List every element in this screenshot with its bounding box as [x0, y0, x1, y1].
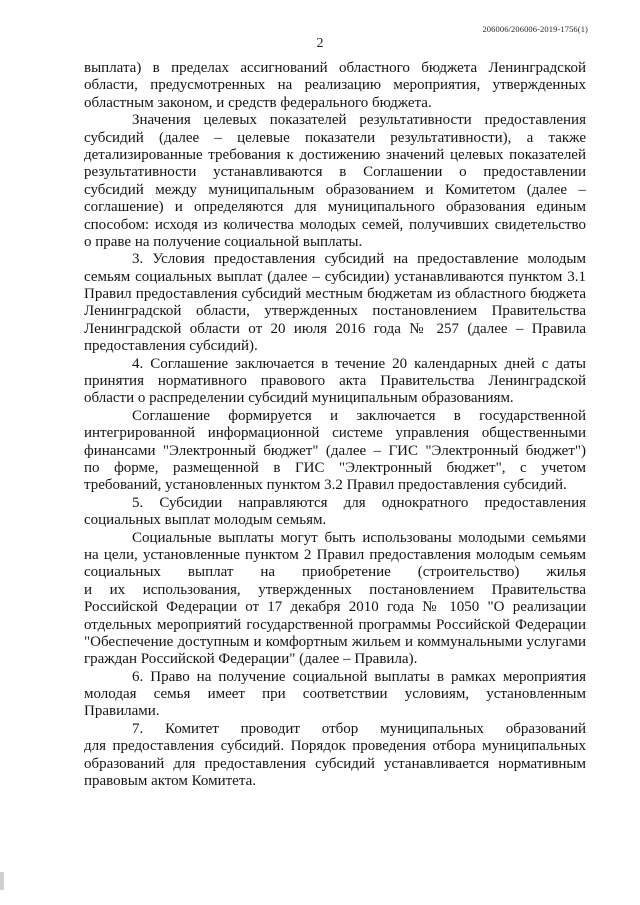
- text-line: социальных выплат молодым семьям.: [84, 512, 327, 529]
- text-line: Правил предоставления субсидий местным бюджетам из областного бюджета: [84, 286, 586, 303]
- text-line: граждан Российской Федерации" (далее – Правила).: [84, 651, 418, 668]
- text-line: для предоставления субсидий. Порядок проведения отбора муниципальных: [84, 738, 586, 755]
- text-line: областным законом, и средств федерального бюджета.: [84, 94, 432, 111]
- paragraph: [84, 721, 586, 791]
- text-line: и их использования, утвержденных постановлением Правительства: [84, 581, 586, 598]
- paragraph: [84, 669, 586, 721]
- text-line: Ленинградской области от 20 июля 2016 года № 257 (далее – Правила: [84, 320, 586, 337]
- text-line: 5. Субсидии направляются для однократного предоставления: [132, 494, 586, 511]
- text-line: принятия нормативного правового акта Правительства Ленинградской: [84, 373, 586, 390]
- text-line: результативности устанавливаются в Соглашении о предоставлении: [84, 164, 586, 181]
- text-line: Правилами.: [84, 703, 160, 720]
- text-line: на цели, установленные пунктом 2 Правил предоставления молодым семьям: [84, 546, 586, 563]
- text-line: отдельных мероприятий государственной программы Российской Федерации: [84, 616, 586, 633]
- text-line: 7. Комитет проводит отбор муниципальных образований: [132, 720, 586, 737]
- paragraph: [84, 60, 586, 112]
- page-number: 2: [316, 36, 324, 51]
- paragraph: [84, 112, 586, 251]
- paragraph: [84, 495, 586, 530]
- text-line: Российской Федерации от 17 декабря 2010 года № 1050 "О реализации: [84, 599, 586, 616]
- text-line: о праве на получение социальной выплаты.: [84, 233, 363, 250]
- text-line: Соглашение формируется и заключается в государственной: [132, 407, 586, 424]
- text-line: по форме, размещенной в ГИС "Электронный бюджет", с учетом: [84, 459, 586, 476]
- paragraph: [84, 408, 586, 495]
- text-line: "Обеспечение доступным и комфортным жильем и коммунальными услугами: [84, 633, 586, 650]
- text-line: Ленинградской области, утвержденных постановлением Правительства: [84, 303, 586, 320]
- text-line: 4. Соглашение заключается в течение 20 календарных дней с даты: [132, 355, 586, 372]
- text-line: 3. Условия предоставления субсидий на предоставление молодым: [132, 251, 586, 268]
- text-line: требований, установленных пунктом 3.2 Правил предоставления субсидий.: [84, 477, 567, 494]
- paragraph: [84, 530, 586, 669]
- text-line: соглашение) и определяются для муниципального образования единым: [84, 199, 586, 216]
- text-line: финансами "Электронный бюджет" (далее – ГИС "Электронный бюджет"): [84, 442, 586, 459]
- paragraph: [84, 356, 586, 408]
- text-line: 6. Право на получение социальной выплаты в рамках мероприятия: [132, 668, 586, 685]
- paragraph: [84, 251, 586, 355]
- text-line: выплата) в пределах ассигнований областного бюджета Ленинградской: [84, 60, 586, 76]
- text-line: интегрированной информационной системе управления общественными: [84, 425, 586, 442]
- document-body: [84, 60, 586, 790]
- text-line: Социальные выплаты могут быть использованы молодыми семьями: [132, 529, 586, 546]
- text-line: социальных выплат на приобретение (строительство) жилья: [84, 564, 586, 581]
- text-line: субсидий (далее – целевые показатели результативности), а также: [84, 129, 586, 146]
- text-line: области о распределении субсидий муниципальным образованиям.: [84, 390, 514, 407]
- document-id: 206006/206006-2019-1756(1): [482, 24, 588, 34]
- text-line: молодая семья имеет при соответствии условиям, установленным: [84, 686, 586, 703]
- text-line: области, предусмотренных на реализацию мероприятия, утвержденных: [84, 77, 586, 94]
- text-line: семьям социальных выплат (далее – субсидии) устанавливаются пунктом 3.1: [84, 268, 586, 285]
- text-line: Значения целевых показателей результативности предоставления: [132, 112, 586, 129]
- text-line: предоставления субсидий).: [84, 338, 258, 355]
- text-line: правовым актом Комитета.: [84, 773, 256, 790]
- text-line: способом: исходя из количества молодых семей, получивших свидетельство: [84, 216, 586, 233]
- text-line: детализированные требования к достижению значений целевых показателей: [84, 146, 586, 163]
- text-line: образований для предоставления субсидий устанавливается нормативным: [84, 755, 586, 772]
- scan-edge-mark: [0, 872, 4, 890]
- text-line: субсидий между муниципальным образованием и Комитетом (далее –: [84, 181, 586, 198]
